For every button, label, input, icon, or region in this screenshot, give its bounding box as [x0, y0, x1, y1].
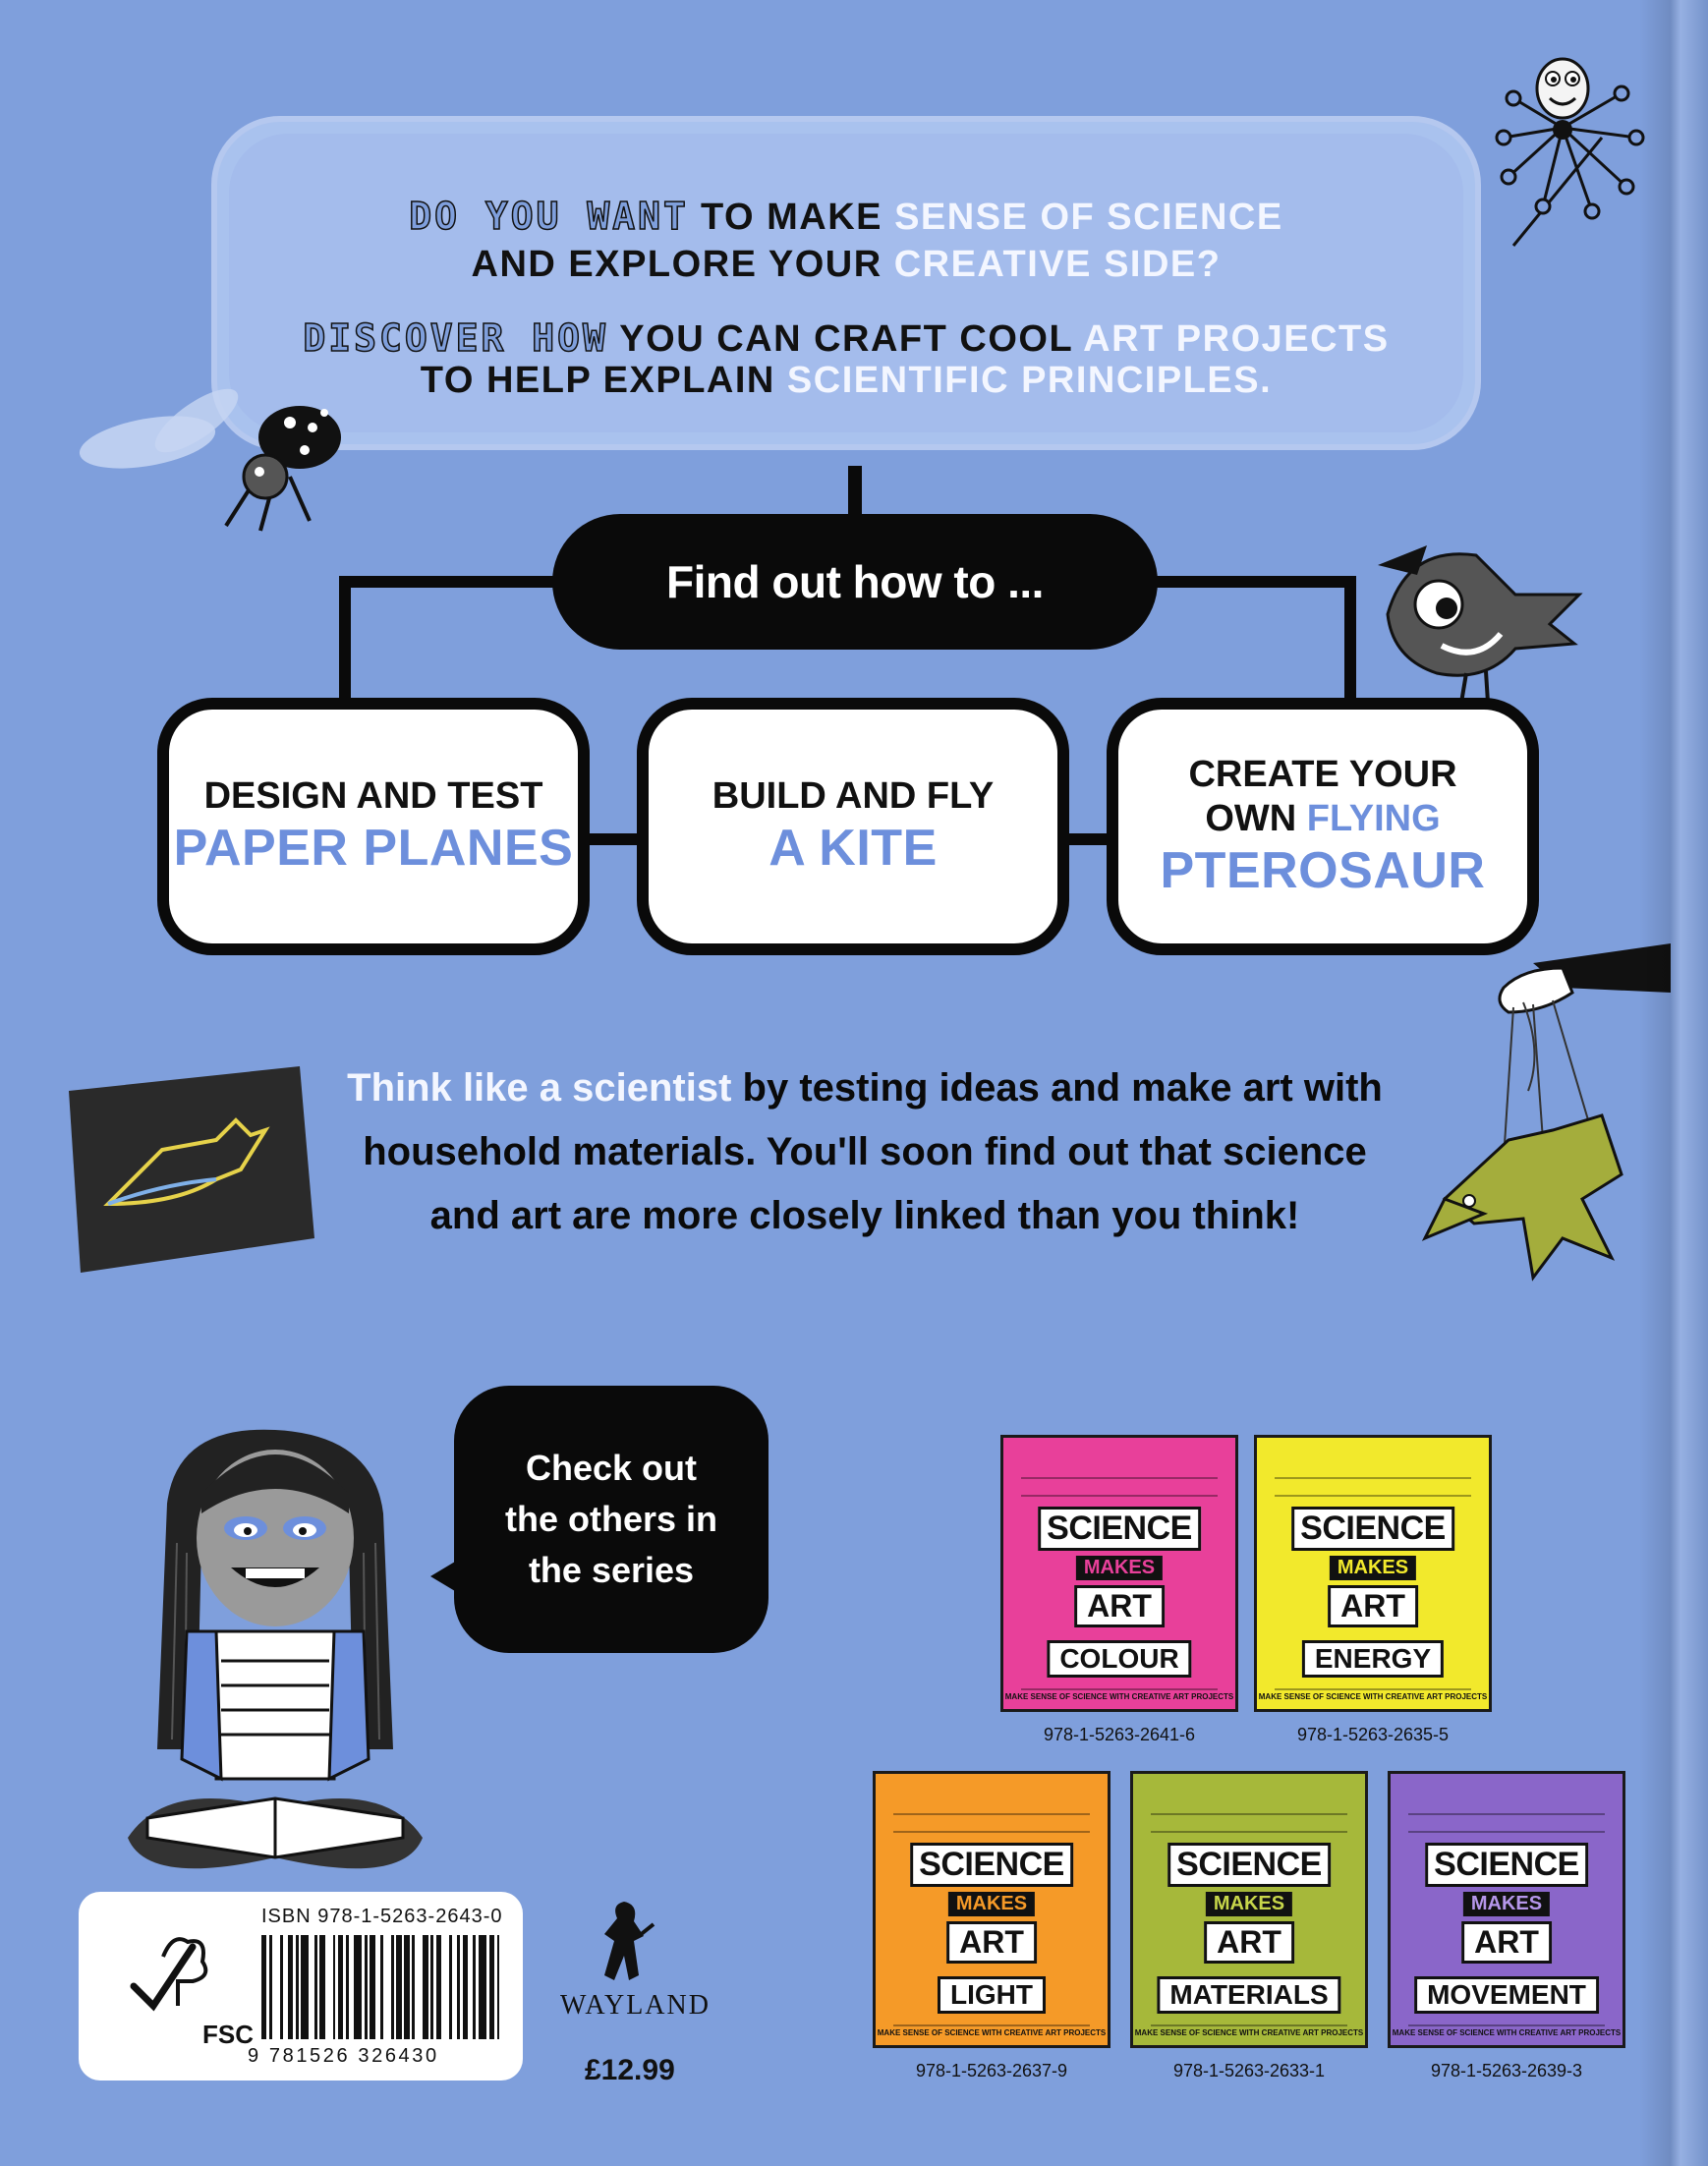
series-cover-energy — [1254, 1435, 1492, 1712]
pterosaur-puppet-icon — [1415, 943, 1671, 1327]
series-cover-light — [873, 1771, 1110, 2048]
fly-icon — [88, 393, 364, 541]
cover-subject: LIGHT — [938, 1976, 1046, 2014]
cover-makes: MAKES — [948, 1892, 1035, 1916]
series-cover-isbn: 978-1-5263-2633-1 — [1172, 2061, 1326, 2080]
card-pterosaur: CREATE YOUR OWN FLYING PTEROSAUR — [1107, 698, 1539, 955]
cover-title: SCIENCE — [1167, 1843, 1331, 1887]
connector-left-h — [339, 576, 555, 588]
cover-art: ART — [946, 1921, 1037, 1964]
card-kite: BUILD AND FLY A KITE — [637, 698, 1069, 955]
barcode-digits: 9 781526 326430 — [248, 2045, 439, 2067]
cover-title: SCIENCE — [1291, 1507, 1454, 1551]
cover-subject: ENERGY — [1302, 1640, 1444, 1678]
series-cover-isbn: 978-1-5263-2639-3 — [1430, 2061, 1583, 2080]
cover-makes: MAKES — [1463, 1892, 1550, 1916]
cover-subject: MATERIALS — [1157, 1976, 1340, 2014]
barcode-panel — [79, 1892, 523, 2080]
cover-tagline: MAKE SENSE OF SCIENCE WITH CREATIVE ART PROJECTS — [1392, 2028, 1622, 2037]
connector-top — [848, 466, 862, 517]
chalkboard-plane-icon — [69, 1066, 314, 1273]
cover-tagline: MAKE SENSE OF SCIENCE WITH CREATIVE ART PROJECTS — [1004, 1692, 1234, 1701]
cover-art: ART — [1074, 1585, 1165, 1627]
fsc-tree-icon — [104, 1927, 222, 2025]
cover-title: SCIENCE — [910, 1843, 1073, 1887]
speech-bubble: Check out the others in the series — [454, 1386, 769, 1653]
connector-left-v — [339, 576, 351, 702]
series-cover-movement — [1388, 1771, 1625, 2048]
cover-art: ART — [1204, 1921, 1294, 1964]
bird-icon — [1368, 536, 1594, 703]
price: £12.99 — [585, 2054, 675, 2086]
spine-edge — [1639, 0, 1708, 2166]
intro-line-1: DO YOU WANT TO MAKE SENSE OF SCIENCE — [409, 195, 1283, 238]
cover-tagline: MAKE SENSE OF SCIENCE WITH CREATIVE ART PROJECTS — [1134, 2028, 1364, 2037]
connector-right-h — [1155, 576, 1356, 588]
intro-line-2: AND EXPLORE YOUR CREATIVE SIDE? — [471, 244, 1222, 285]
fsc-label: FSC — [202, 2020, 254, 2049]
cover-makes: MAKES — [1076, 1556, 1163, 1580]
series-cover-colour — [1000, 1435, 1238, 1712]
cover-title: SCIENCE — [1425, 1843, 1588, 1887]
series-cover-isbn: 978-1-5263-2641-6 — [1043, 1725, 1196, 1744]
cover-art: ART — [1328, 1585, 1418, 1627]
cover-subject: COLOUR — [1047, 1640, 1191, 1678]
description-paragraph: Think like a scientist by testing ideas and make art with household materials. You'll soon find out that science and art are more closely linked than you think! — [347, 1066, 1383, 1237]
cover-subject: MOVEMENT — [1414, 1976, 1599, 2014]
cover-tagline: MAKE SENSE OF SCIENCE WITH CREATIVE ART PROJECTS — [877, 2028, 1107, 2037]
intro-box — [211, 116, 1481, 450]
series-cover-isbn: 978-1-5263-2635-5 — [1296, 1725, 1450, 1744]
series-cover-isbn: 978-1-5263-2637-9 — [915, 2061, 1068, 2080]
wayland-logo-icon — [590, 1897, 658, 1985]
series-cover-materials — [1130, 1771, 1368, 2048]
cover-art: ART — [1461, 1921, 1552, 1964]
cover-title: SCIENCE — [1038, 1507, 1201, 1551]
cover-makes: MAKES — [1206, 1892, 1292, 1916]
cover-makes: MAKES — [1330, 1556, 1416, 1580]
cover-tagline: MAKE SENSE OF SCIENCE WITH CREATIVE ART PROJECTS — [1258, 1692, 1488, 1701]
girl-reading-illustration — [108, 1425, 442, 1916]
barcode — [261, 1935, 505, 2039]
intro-line-4: TO HELP EXPLAIN SCIENTIFIC PRINCIPLES. — [420, 360, 1273, 401]
find-out-heading: Find out how to ... — [552, 514, 1158, 650]
intro-line-3: DISCOVER HOW YOU CAN CRAFT COOL ART PROJECTS — [303, 316, 1390, 360]
card-paper-planes: DESIGN AND TEST PAPER PLANES — [157, 698, 590, 955]
connector-right-v — [1344, 576, 1356, 702]
publisher-name: WAYLAND — [560, 1990, 711, 2021]
isbn-text: ISBN 978-1-5263-2643-0 — [261, 1906, 503, 1927]
spider-bug-icon — [1454, 39, 1651, 256]
